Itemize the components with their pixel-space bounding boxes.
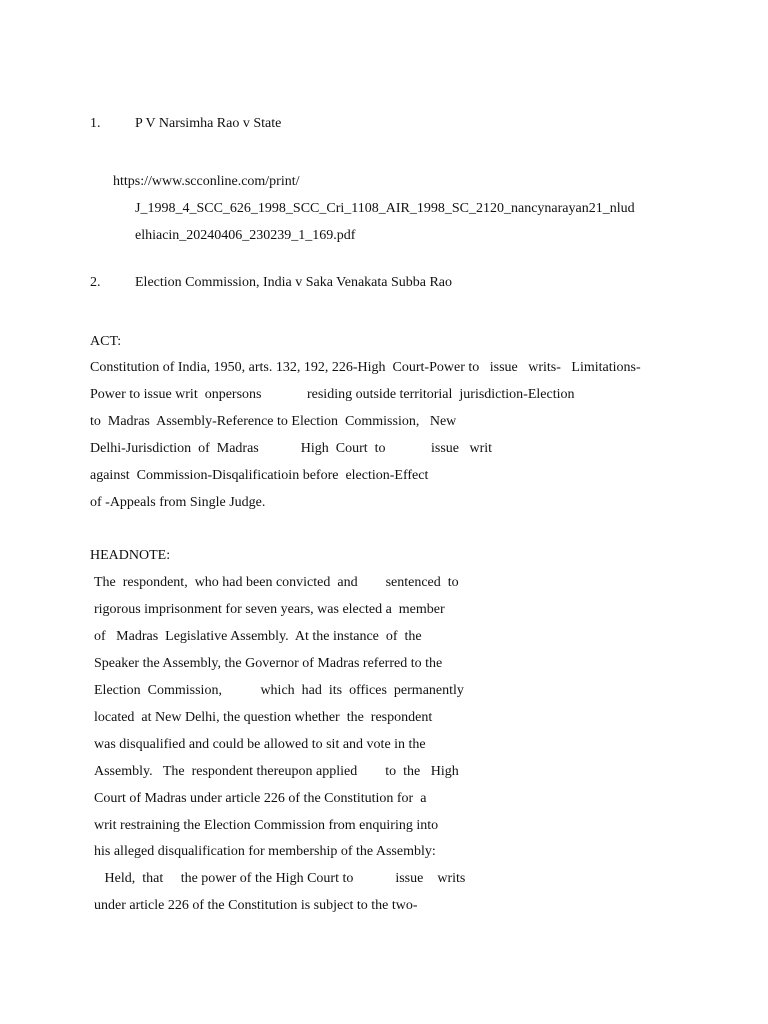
headnote-heading: HEADNOTE:: [90, 548, 171, 563]
headnote-line: Speaker the Assembly, the Governor of Madras referred to the: [94, 656, 443, 671]
case-link-line-1[interactable]: https://www.scconline.com/print/: [113, 174, 300, 189]
act-heading: ACT:: [90, 334, 122, 349]
act-line: Power to issue writ onpersons residing outside territorial jurisdiction-Election: [90, 387, 575, 402]
headnote-line: of Madras Legislative Assembly. At the instance of the: [94, 629, 422, 644]
headnote-line: rigorous imprisonment for seven years, was elected a member: [94, 602, 445, 617]
list-number-1: 1.: [90, 116, 101, 131]
headnote-line: was disqualified and could be allowed to sit and vote in the: [94, 737, 426, 752]
act-line: Constitution of India, 1950, arts. 132, 192, 226-High Court-Power to issue writs- Limitations-: [90, 360, 641, 375]
headnote-line: Held, that the power of the High Court to issue writs: [94, 871, 466, 886]
headnote-line: writ restraining the Election Commission from enquiring into: [94, 818, 439, 833]
headnote-line: located at New Delhi, the question whether the respondent: [94, 710, 433, 725]
act-line: of -Appeals from Single Judge.: [90, 495, 266, 510]
case-title-1: P V Narsimha Rao v State: [135, 116, 282, 131]
headnote-line: Court of Madras under article 226 of the Constitution for a: [94, 791, 427, 806]
headnote-line: The respondent, who had been convicted and sentenced to: [94, 575, 459, 590]
headnote-line: under article 226 of the Constitution is subject to the two-: [94, 898, 418, 913]
headnote-line: Assembly. The respondent thereupon applied to the High: [94, 764, 459, 779]
act-line: Delhi-Jurisdiction of Madras High Court to issue writ: [90, 441, 493, 456]
list-number-2: 2.: [90, 275, 101, 290]
case-link-line-3[interactable]: elhiacin_20240406_230239_1_169.pdf: [135, 228, 356, 243]
act-line: to Madras Assembly-Reference to Election Commission, New: [90, 414, 457, 429]
case-title-2: Election Commission, India v Saka Venakata Subba Rao: [135, 275, 453, 290]
case-link-line-2[interactable]: J_1998_4_SCC_626_1998_SCC_Cri_1108_AIR_1998_SC_2120_nancynarayan21_nlud: [135, 201, 635, 216]
headnote-line: his alleged disqualification for membership of the Assembly:: [94, 844, 436, 859]
headnote-line: Election Commission, which had its offices permanently: [94, 683, 464, 698]
act-line: against Commission-Disqalificatioin before election-Effect: [90, 468, 429, 483]
